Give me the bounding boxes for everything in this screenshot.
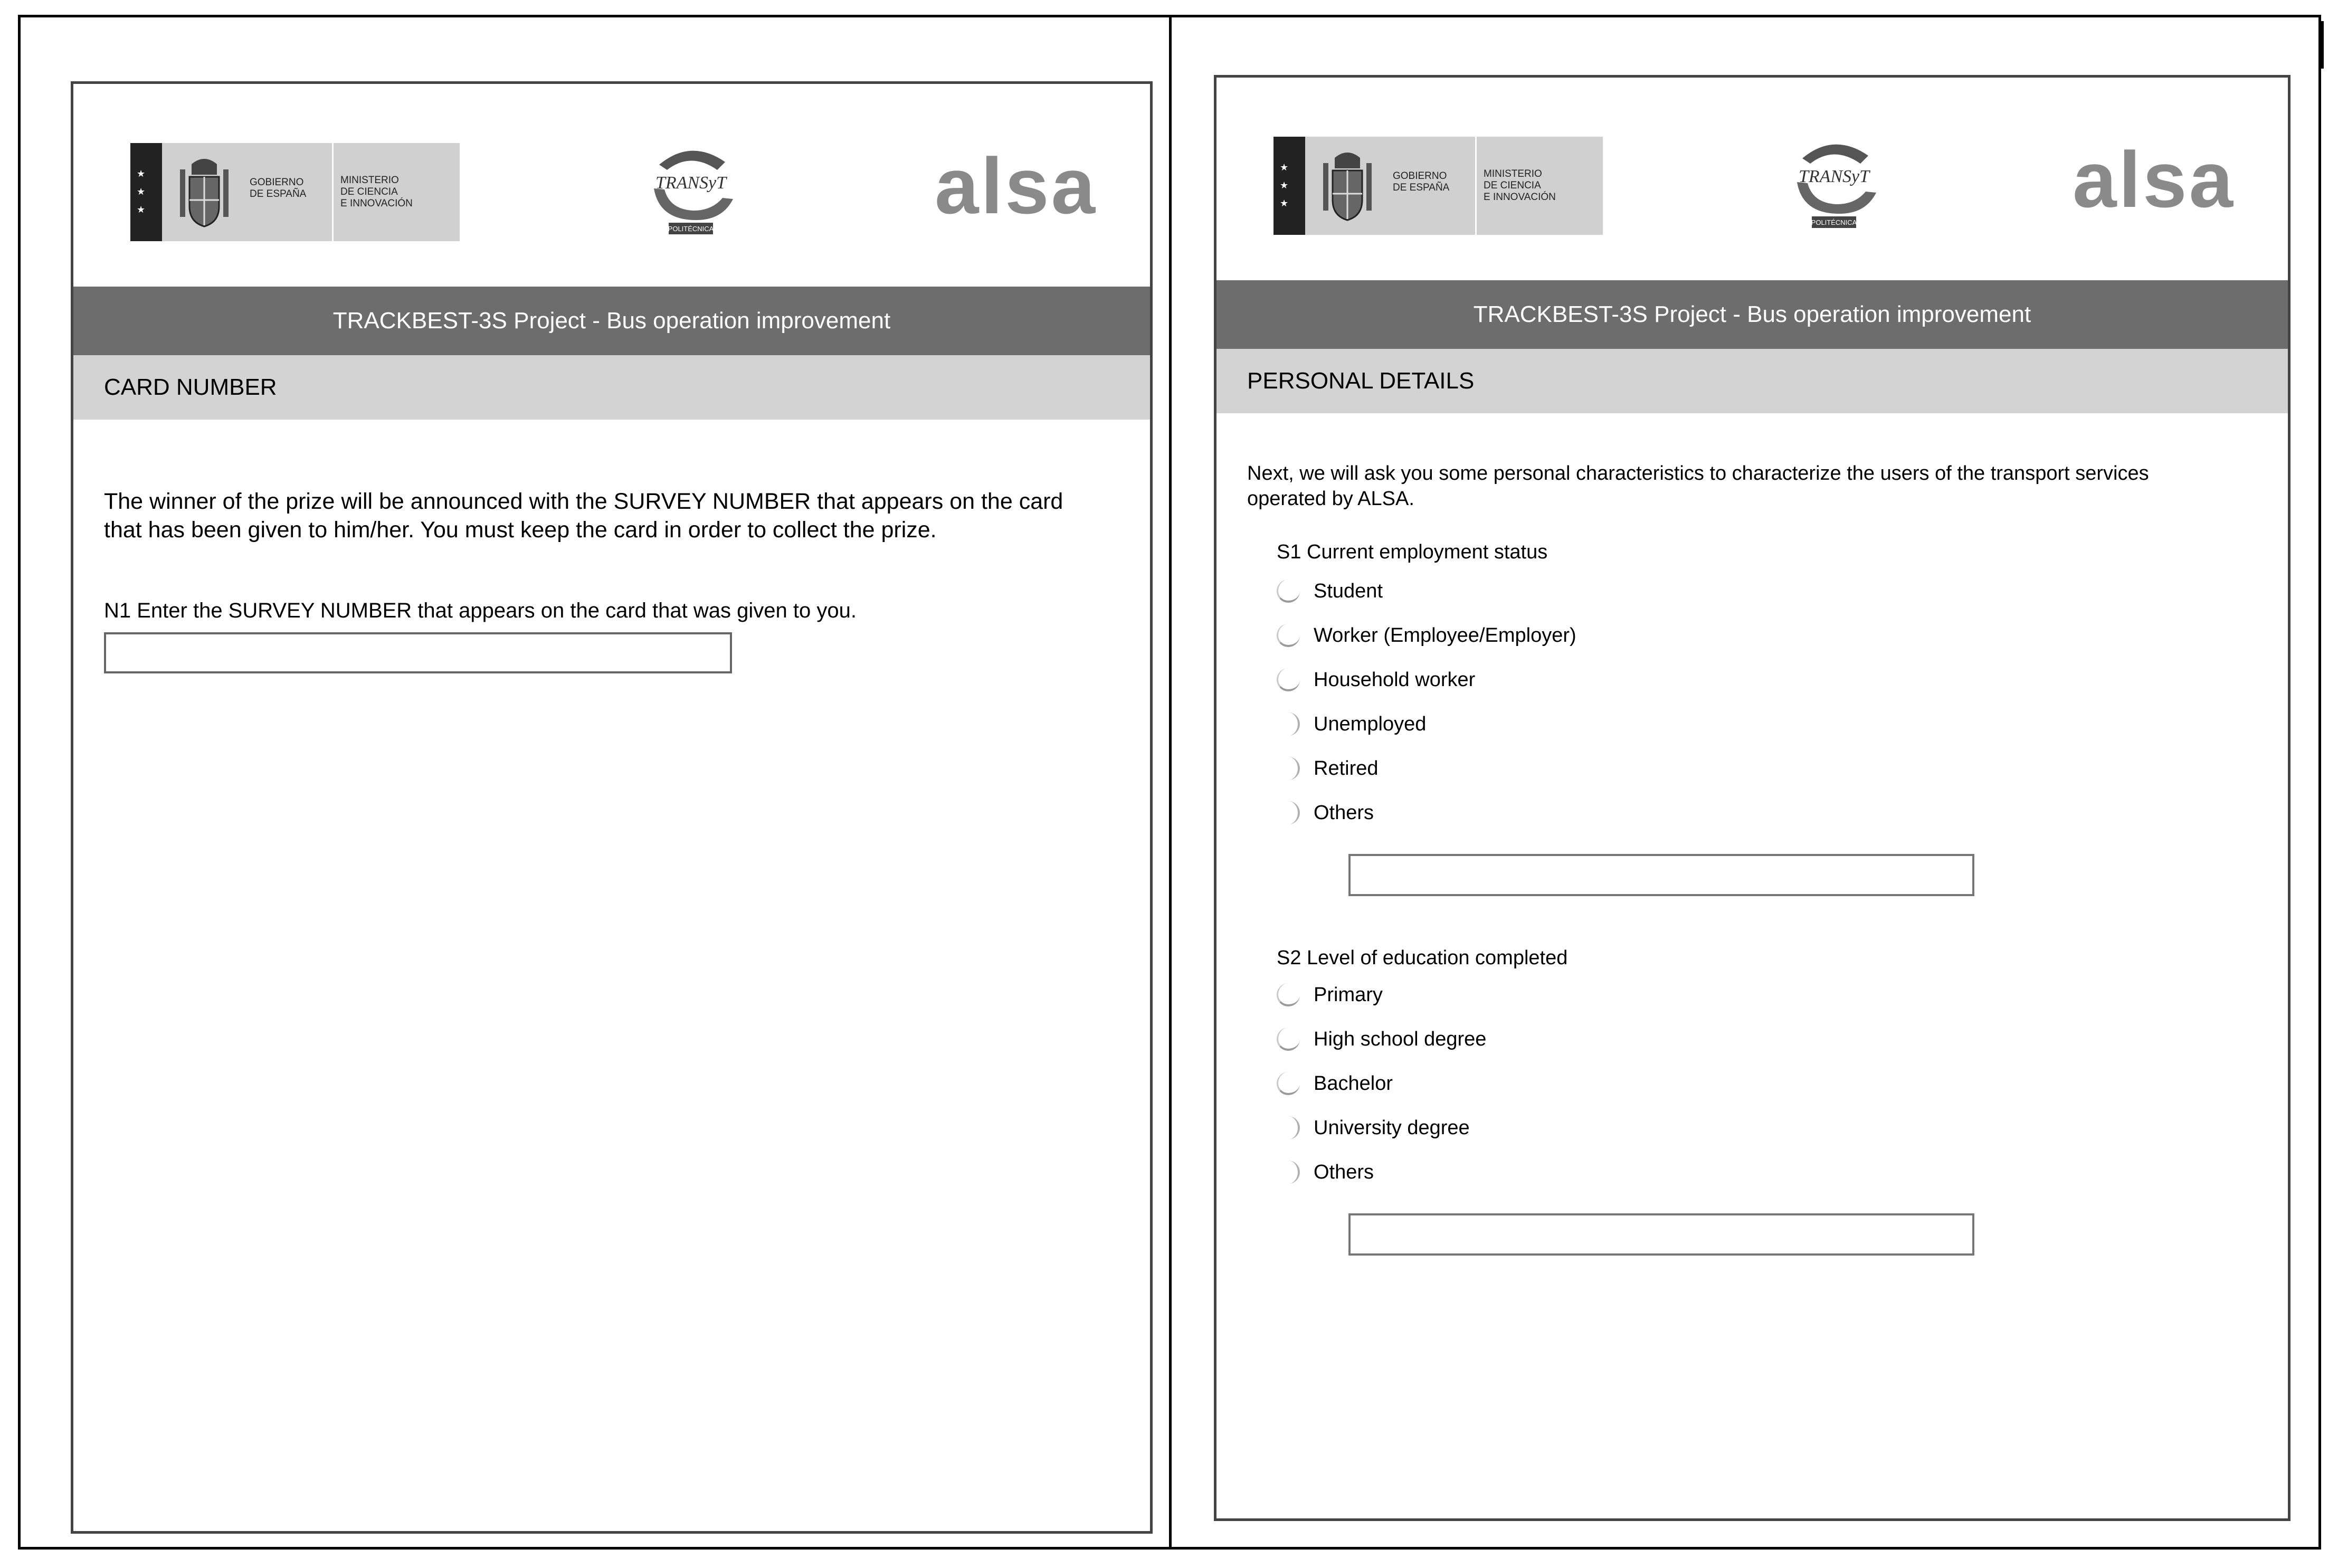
- flag-stripe: [1273, 137, 1305, 235]
- section-header: PERSONAL DETAILS: [1216, 349, 2288, 413]
- star-icon: ★: [137, 204, 146, 215]
- project-banner: TRACKBEST-3S Project - Bus operation improvement: [73, 287, 1150, 355]
- frame-divider: [1169, 15, 1172, 1550]
- radio-button[interactable]: [1277, 579, 1300, 603]
- question-s2-label: S2 Level of education completed: [1277, 947, 1568, 969]
- option-label: Household worker: [1314, 668, 1476, 691]
- option-label: Primary: [1314, 983, 1383, 1006]
- ministry-line: E INNOVACIÓN: [1484, 192, 1556, 203]
- s1-option-others[interactable]: [1277, 791, 2209, 835]
- star-icon: ★: [1280, 162, 1289, 173]
- radio-button[interactable]: [1277, 801, 1300, 824]
- ministry-line: MINISTERIO: [1484, 168, 1542, 179]
- transyt-wordmark: TRANSyT: [1798, 167, 1870, 186]
- s1-option-worker[interactable]: [1277, 613, 2209, 658]
- coat-of-arms-icon: [176, 154, 233, 231]
- radio-button[interactable]: [1277, 668, 1300, 691]
- ministry-name: [340, 175, 413, 210]
- flag-stripe: [130, 143, 162, 241]
- radio-button[interactable]: [1277, 712, 1300, 736]
- s1-option-household-worker[interactable]: [1277, 658, 2209, 702]
- section-header: CARD NUMBER: [73, 355, 1150, 420]
- radio-button[interactable]: [1277, 1161, 1300, 1184]
- alsa-logo: alsa: [2073, 135, 2235, 224]
- s2-options: [1247, 973, 2209, 1194]
- radio-button[interactable]: [1277, 624, 1300, 647]
- option-label: University degree: [1314, 1116, 1470, 1139]
- s1-option-retired[interactable]: [1277, 746, 2209, 791]
- s1-option-student[interactable]: [1277, 569, 2209, 613]
- frame-edge-mark: [2321, 21, 2324, 69]
- star-icon: ★: [137, 186, 146, 197]
- coat-of-arms-icon: [1319, 147, 1376, 224]
- s2-option-university[interactable]: [1277, 1106, 2209, 1150]
- radio-button[interactable]: [1277, 1116, 1300, 1139]
- transyt-logo: [1781, 135, 1887, 230]
- gov-line: DE ESPAÑA: [1393, 182, 1450, 193]
- page-content: [73, 487, 1150, 673]
- s2-others-input[interactable]: [1348, 1213, 1974, 1256]
- gov-line: GOBIERNO: [1393, 170, 1447, 182]
- government-logo: [1273, 137, 1603, 235]
- logo-separator: [1475, 137, 1477, 235]
- survey-page-personal-details: [1214, 75, 2291, 1521]
- s1-others-input[interactable]: [1348, 854, 1974, 896]
- logo-header: [1216, 78, 2288, 280]
- ministry-name: [1484, 168, 1556, 203]
- government-logo: [130, 143, 460, 241]
- s1-option-unemployed[interactable]: [1277, 702, 2209, 746]
- star-icon: ★: [137, 168, 146, 179]
- question-n1-label: N1 Enter the SURVEY NUMBER that appears on the card that was given to you.: [104, 599, 857, 622]
- radio-button[interactable]: [1277, 1028, 1300, 1051]
- gov-line: DE ESPAÑA: [250, 188, 307, 199]
- page-content: [1216, 461, 2288, 1256]
- gov-line: GOBIERNO: [250, 177, 304, 188]
- radio-button[interactable]: [1277, 983, 1300, 1006]
- gov-name: [250, 177, 306, 200]
- s2-option-others[interactable]: [1277, 1150, 2209, 1194]
- option-label: Unemployed: [1314, 712, 1427, 735]
- alsa-logo: alsa: [935, 141, 1097, 230]
- option-label: Retired: [1314, 757, 1379, 780]
- option-label: Others: [1314, 801, 1374, 824]
- transyt-wordmark: TRANSyT: [655, 173, 727, 193]
- option-label: Worker (Employee/Employer): [1314, 624, 1576, 647]
- ministry-line: DE CIENCIA: [1484, 180, 1541, 191]
- s2-option-bachelor[interactable]: [1277, 1061, 2209, 1106]
- personal-details-intro: Next, we will ask you some personal characteristics to characterize the users of the transport services operated by ALSA.: [1247, 462, 2149, 510]
- star-icon: ★: [1280, 180, 1289, 191]
- transyt-logo: [638, 141, 744, 236]
- survey-page-card-number: [71, 81, 1153, 1534]
- radio-button[interactable]: [1277, 757, 1300, 780]
- ministry-line: DE CIENCIA: [340, 186, 398, 197]
- s2-option-high-school[interactable]: [1277, 1017, 2209, 1061]
- question-s1-label: S1 Current employment status: [1277, 541, 1548, 563]
- transyt-subtitle: POLITÉCNICA: [668, 225, 714, 233]
- transyt-subtitle: POLITÉCNICA: [1811, 218, 1857, 226]
- gov-name: [1393, 170, 1449, 194]
- radio-button[interactable]: [1277, 1072, 1300, 1095]
- option-label: Others: [1314, 1161, 1374, 1183]
- ministry-line: E INNOVACIÓN: [340, 198, 413, 209]
- ministry-line: MINISTERIO: [340, 175, 399, 186]
- option-label: High school degree: [1314, 1028, 1487, 1050]
- option-label: Bachelor: [1314, 1072, 1393, 1095]
- survey-number-input[interactable]: [104, 632, 732, 673]
- s1-options: [1247, 569, 2209, 835]
- s2-option-primary[interactable]: [1277, 973, 2209, 1017]
- option-label: Student: [1314, 579, 1383, 602]
- project-banner: TRACKBEST-3S Project - Bus operation improvement: [1216, 280, 2288, 349]
- logo-header: [73, 84, 1150, 287]
- logo-separator: [332, 143, 334, 241]
- prize-instructions: The winner of the prize will be announced with the SURVEY NUMBER that appears on the card that has been given to him/her. You must keep the card in order to collect the prize.: [104, 489, 1063, 543]
- star-icon: ★: [1280, 198, 1289, 208]
